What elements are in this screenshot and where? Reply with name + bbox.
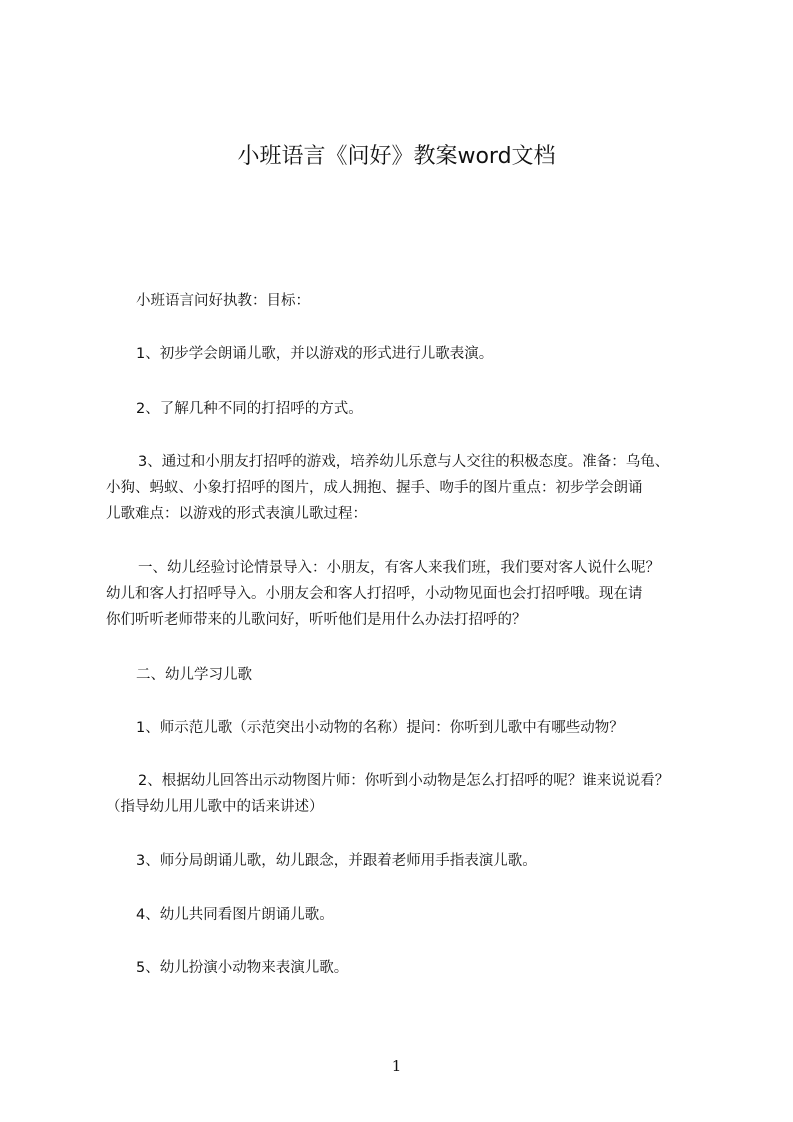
paragraph-line: 2、了解几种不同的打招呼的方式。 <box>136 401 363 417</box>
paragraph-line: 二、幼儿学习儿歌 <box>136 667 252 683</box>
paragraph-step-2-3 <box>136 848 537 874</box>
paragraph-line: 1、初步学会朗诵儿歌，并以游戏的形式进行儿歌表演。 <box>136 346 494 362</box>
paragraph-line: 4、幼儿共同看图片朗诵儿歌。 <box>136 907 334 923</box>
paragraph-line: 幼儿和客人打招呼导入。小朋友会和客人打招呼，小动物见面也会打招呼哦。现在请 <box>106 586 643 602</box>
paragraph-line: 5、幼儿扮演小动物来表演儿歌。 <box>136 960 349 976</box>
paragraph-line: 儿歌难点：以游戏的形式表演儿歌过程： <box>106 506 367 522</box>
paragraph-step-2-1 <box>136 715 624 741</box>
paragraph-goal-3 <box>106 449 669 527</box>
paragraph-step-2-5 <box>136 955 348 981</box>
paragraph-goal-2 <box>136 396 363 422</box>
paragraph-step-2-heading <box>136 662 252 688</box>
paragraph-step-2-2 <box>106 768 669 820</box>
paragraph-intro <box>136 288 310 314</box>
paragraph-line: 小狗、蚂蚁、小象打招呼的图片，成人拥抱、握手、吻手的图片重点：初步学会朗诵 <box>106 480 643 496</box>
paragraph-step-2-4 <box>136 902 334 928</box>
paragraph-line: 一、幼儿经验讨论情景导入：小朋友，有客人来我们班，我们要对客人说什么呢？ <box>138 560 660 576</box>
paragraph-line: 1、师示范儿歌（示范突出小动物的名称）提问：你听到儿歌中有哪些动物？ <box>136 720 624 736</box>
paragraph-line: 3、通过和小朋友打招呼的游戏，培养幼儿乐意与人交往的积极态度。准备：乌龟、 <box>138 454 670 470</box>
paragraph-line: 2、根据幼儿回答出示动物图片师：你听到小动物是怎么打招呼的呢？谁来说说看？ <box>138 773 670 789</box>
paragraph-line: 小班语言问好执教：目标： <box>136 293 310 309</box>
document-title: 小班语言《问好》教案word文档 <box>237 144 556 169</box>
paragraph-line: （指导幼儿用儿歌中的话来讲述） <box>106 799 324 815</box>
paragraph-line: 3、师分局朗诵儿歌，幼儿跟念，并跟着老师用手指表演儿歌。 <box>136 853 537 869</box>
page-number: 1 <box>391 1057 402 1075</box>
paragraph-goal-1 <box>136 341 493 367</box>
paragraph-line: 你们听听老师带来的儿歌问好，听听他们是用什么办法打招呼的？ <box>106 612 527 628</box>
paragraph-step-1 <box>106 555 660 633</box>
